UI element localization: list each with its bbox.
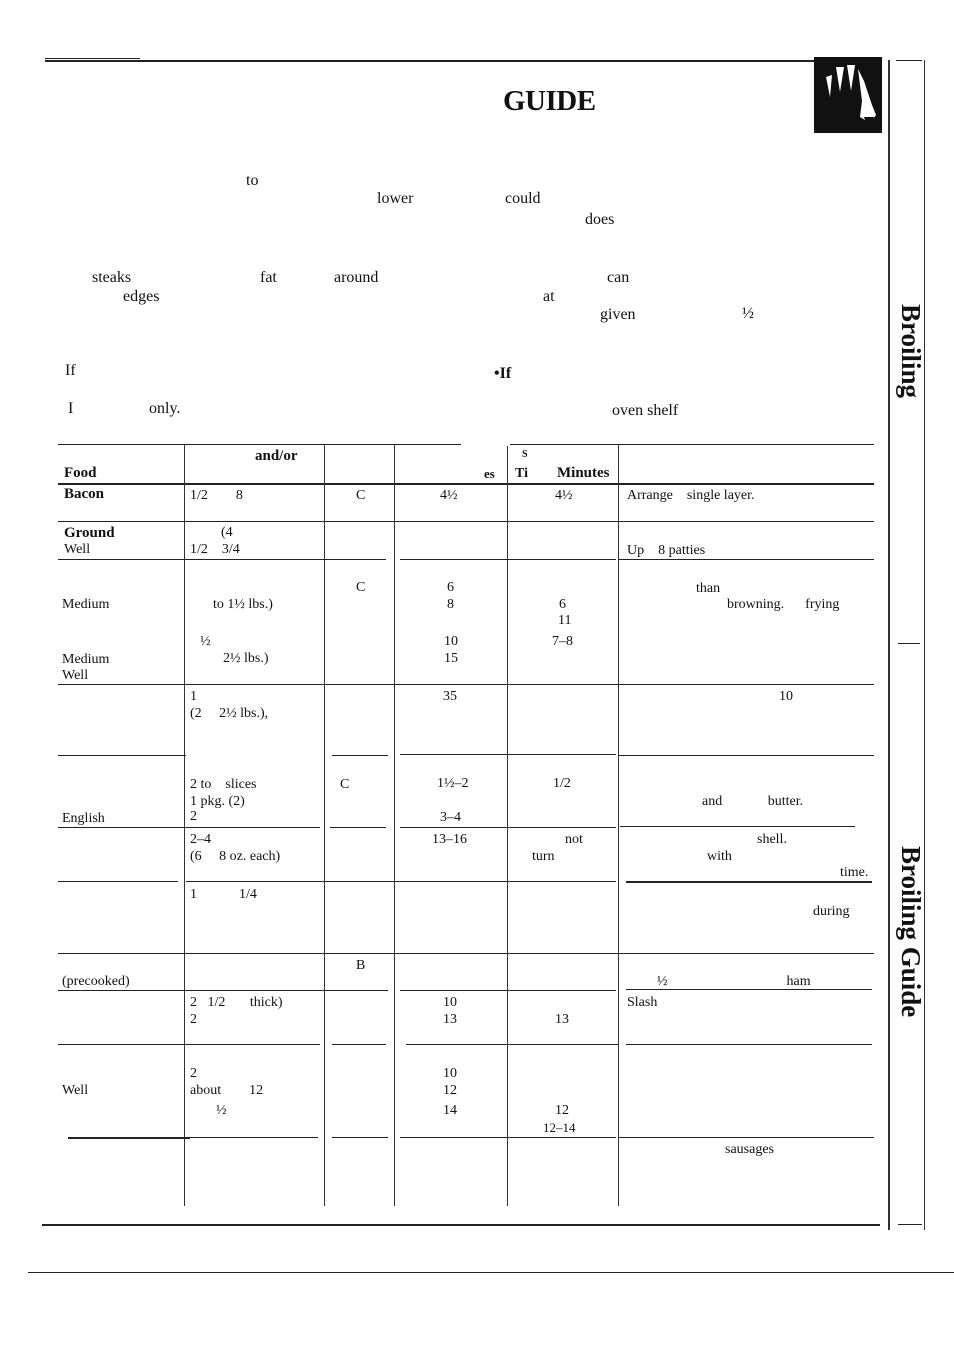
intro-fragment: •If: [494, 365, 512, 382]
quantity-cell: 2½ lbs.): [223, 651, 269, 666]
time-second-cell: 12: [555, 1103, 569, 1118]
intro-fragment: If: [65, 362, 76, 379]
time-first-cell: 4½: [440, 488, 458, 503]
time-first-cell: 3–4: [440, 810, 461, 825]
quantity-cell: (4: [221, 525, 233, 540]
page-title: GUIDE: [503, 85, 596, 117]
quantity-cell: 2 to slices: [190, 777, 257, 792]
sidebar-bottom-tick: [898, 1224, 922, 1225]
quantity-cell: 2: [190, 809, 197, 824]
time-first-cell: 10: [443, 995, 457, 1010]
time-first-cell: 12: [443, 1083, 457, 1098]
intro-fragment: lower: [377, 190, 414, 207]
intro-fragment: can: [607, 269, 630, 286]
time-first-cell: 8: [447, 597, 454, 612]
quantity-cell: 1/2 8: [190, 488, 243, 503]
position-cell: C: [356, 488, 366, 503]
comments-cell: ½ ham: [657, 974, 811, 989]
time-second-cell: 6: [559, 597, 566, 612]
page-edge-rule: [28, 1272, 954, 1273]
comments-cell: Slash: [627, 995, 658, 1010]
comments-cell: and butter.: [702, 794, 804, 809]
quantity-cell: 2: [190, 1066, 197, 1081]
comments-cell: sausages: [725, 1142, 774, 1157]
time-first-cell: 1½–2: [437, 776, 469, 791]
time-second-cell: turn: [532, 849, 555, 864]
time-first-cell: 15: [444, 651, 458, 666]
quantity-cell: 1: [190, 689, 197, 704]
quantity-cell: ½: [200, 634, 211, 649]
intro-fragment: oven shelf: [612, 402, 679, 419]
sidebar-tab-broiling-guide[interactable]: Broiling Guide: [896, 846, 926, 1018]
time-second-cell: 13: [555, 1012, 569, 1027]
quantity-cell: 1/2 3/4: [190, 542, 240, 557]
position-cell: C: [356, 580, 366, 595]
time-second-cell: 7–8: [552, 634, 573, 649]
time-first-cell: 6: [447, 580, 454, 595]
time-first-cell: 10: [444, 634, 458, 649]
logo-hand-icon: [814, 57, 882, 133]
quantity-cell: (6 8 oz. each): [190, 849, 281, 864]
time-second-cell: 4½: [555, 488, 573, 503]
comments-cell: time.: [840, 865, 869, 880]
time-first-cell: 13–16: [432, 832, 467, 847]
food-cell: English: [62, 811, 105, 826]
quantity-cell: 2 1/2 thick): [190, 995, 283, 1010]
sidebar-divider: [888, 60, 890, 1230]
sidebar-outer-edge: [924, 60, 925, 1230]
quantity-cell: 1 1/4: [190, 887, 257, 902]
quantity-cell: 1 pkg. (2): [190, 794, 245, 809]
comments-cell: Arrange single layer.: [627, 488, 755, 503]
comments-cell: shell.: [757, 832, 787, 847]
comments-cell: with: [707, 849, 732, 864]
time-second-cell: 11: [558, 613, 572, 628]
intro-fragment: around: [334, 269, 379, 286]
intro-fragment: ½: [742, 305, 754, 322]
quantity-cell: 2: [190, 1012, 197, 1027]
header-quantity: and/or: [255, 448, 298, 464]
sidebar-mid-tick: [898, 643, 920, 644]
food-cell: Well: [64, 542, 91, 557]
food-cell: Medium: [62, 597, 110, 612]
sidebar-top-tick: [896, 60, 922, 61]
sidebar-tab-broiling[interactable]: Broiling: [896, 304, 926, 399]
intro-fragment: steaks: [92, 269, 132, 286]
header-minutes: Minutes: [557, 465, 610, 481]
intro-fragment: fat: [260, 269, 277, 286]
time-second-cell: not: [565, 832, 583, 847]
header-minutes-underline: [533, 483, 616, 484]
time-first-cell: 10: [443, 1066, 457, 1081]
comments-cell: Up 8 patties: [627, 543, 706, 558]
food-cell: Well: [62, 668, 89, 683]
time-first-cell: 35: [443, 689, 457, 704]
food-cell: Well: [62, 1083, 89, 1098]
quantity-cell: ½: [216, 1103, 227, 1118]
quantity-cell: to 1½ lbs.): [213, 597, 273, 612]
intro-fragment: given: [600, 306, 636, 323]
intro-fragment: only.: [149, 400, 181, 417]
intro-fragment: edges: [123, 288, 160, 305]
comments-cell: than: [696, 581, 721, 596]
intro-fragment: at: [543, 288, 555, 305]
time-second-cell: 12–14: [543, 1120, 576, 1135]
quantity-cell: 2–4: [190, 832, 211, 847]
intro-fragment: I: [68, 400, 74, 417]
food-cell: Bacon: [64, 486, 105, 502]
position-cell: C: [340, 777, 350, 792]
header-second-side: Ti: [515, 466, 528, 481]
quantity-cell: (2 2½ lbs.),: [190, 706, 269, 721]
time-first-cell: 14: [443, 1103, 457, 1118]
food-cell: (precooked): [62, 974, 130, 989]
intro-fragment: to: [246, 172, 259, 189]
header-second-side-top: S: [522, 449, 528, 460]
intro-fragment: does: [585, 211, 615, 228]
comments-cell: 10: [779, 689, 793, 704]
top-rule-short: [45, 58, 140, 59]
header-food: Food: [64, 465, 97, 481]
top-rule: [45, 60, 880, 62]
intro-fragment: could: [505, 190, 541, 207]
time-second-cell: 1/2: [553, 776, 571, 791]
quantity-cell: about 12: [190, 1083, 264, 1098]
food-cell: Ground: [64, 525, 115, 541]
position-cell: B: [356, 958, 366, 973]
comments-cell: browning. frying: [727, 597, 840, 612]
bottom-rule: [42, 1224, 880, 1226]
time-first-cell: 13: [443, 1012, 457, 1027]
header-first-side: es: [484, 466, 495, 481]
comments-cell: during: [813, 904, 850, 919]
food-cell: Medium: [62, 652, 110, 667]
